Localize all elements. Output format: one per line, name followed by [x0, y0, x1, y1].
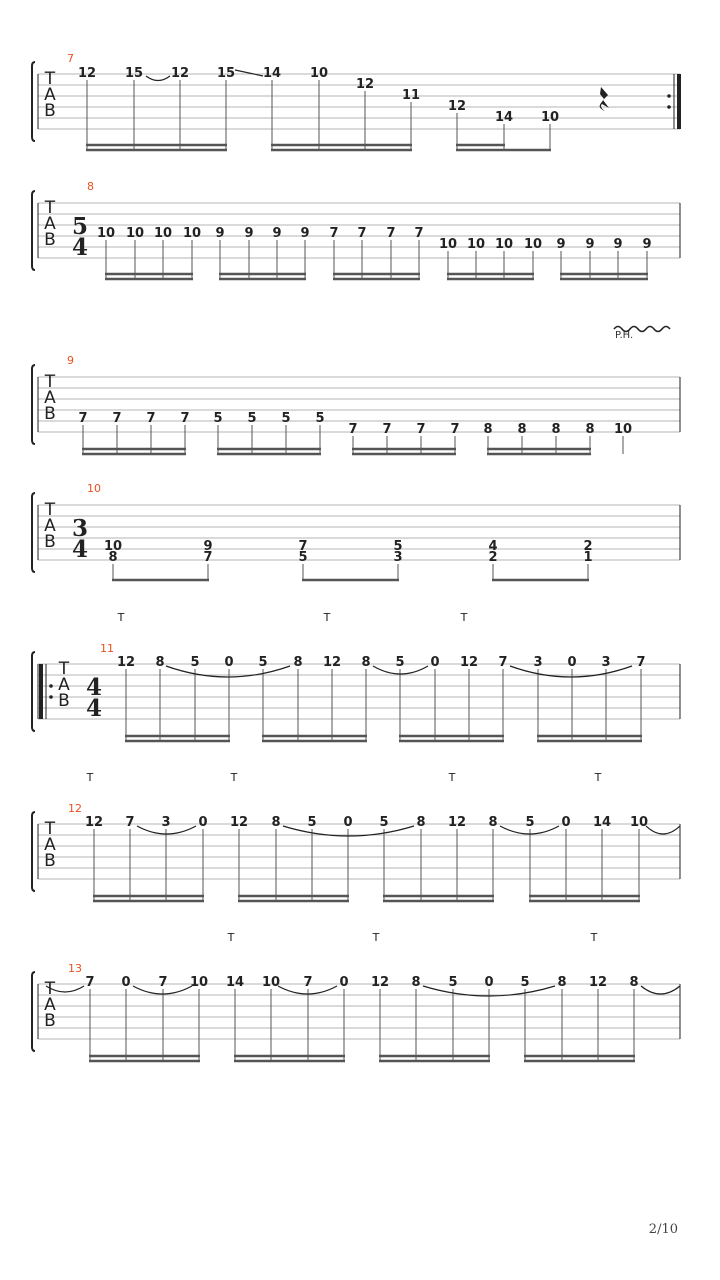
- fret-number: 10: [125, 226, 145, 241]
- fret-number: 15: [216, 66, 236, 81]
- system-bracket: [32, 62, 35, 141]
- fret-number: 5: [213, 411, 223, 426]
- tab-clef-letter: T: [44, 500, 56, 520]
- fret-number: 7: [386, 226, 396, 241]
- fret-number: 14: [262, 66, 282, 81]
- measure-number: 7: [67, 52, 74, 65]
- tab-clef-letter: B: [44, 851, 56, 871]
- fret-number: 0: [121, 975, 131, 990]
- measure-number: 9: [67, 354, 74, 367]
- fret-number: 8: [629, 975, 639, 990]
- fret-number: 8: [108, 550, 118, 565]
- fret-number: 12: [447, 815, 467, 830]
- tab-clef-letter: T: [44, 198, 56, 218]
- fret-number: 12: [459, 655, 479, 670]
- tap-mark: T: [227, 931, 235, 944]
- measure-number: 10: [87, 482, 101, 495]
- fret-number: 7: [78, 411, 88, 426]
- tab-clef-letter: B: [58, 691, 70, 711]
- tab-clef-letter: B: [44, 230, 56, 250]
- fret-number: 10: [494, 237, 514, 252]
- tap-mark: T: [230, 771, 238, 784]
- fret-number: 12: [116, 655, 136, 670]
- fret-number: 14: [592, 815, 612, 830]
- system-bracket: [32, 972, 35, 1051]
- fret-number: 7: [158, 975, 168, 990]
- tab-clef-letter: T: [58, 659, 70, 679]
- fret-number: 8: [585, 422, 595, 437]
- fret-number: 14: [494, 110, 514, 125]
- fret-number: 3: [393, 550, 403, 565]
- fret-number: 8: [517, 422, 527, 437]
- tap-mark: T: [594, 771, 602, 784]
- fret-number: 15: [124, 66, 144, 81]
- tap-mark: T: [460, 611, 468, 624]
- fret-number: 10: [103, 539, 123, 554]
- fret-number: 7: [382, 422, 392, 437]
- repeat-dot: [49, 684, 53, 688]
- repeat-dot: [667, 94, 671, 98]
- tab-clef-letter: A: [58, 675, 70, 695]
- fret-number: 5: [247, 411, 257, 426]
- fret-number: 2: [488, 550, 498, 565]
- measure-number: 13: [68, 962, 82, 975]
- measure-number: 11: [100, 642, 114, 655]
- repeat-dot: [667, 105, 671, 109]
- fret-number: 7: [357, 226, 367, 241]
- fret-number: 14: [225, 975, 245, 990]
- measure-number: 12: [68, 802, 82, 815]
- tap-mark: T: [590, 931, 598, 944]
- fret-number: 3: [161, 815, 171, 830]
- tab-clef-letter: A: [44, 388, 56, 408]
- system-bracket: [32, 652, 35, 731]
- tap-mark: T: [448, 771, 456, 784]
- fret-number: 0: [430, 655, 440, 670]
- tap-mark: T: [117, 611, 125, 624]
- fret-number: 10: [153, 226, 173, 241]
- measure-number: 8: [87, 180, 94, 193]
- fret-number: 5: [190, 655, 200, 670]
- fret-number: 5: [448, 975, 458, 990]
- fret-number: 3: [601, 655, 611, 670]
- fret-number: 9: [215, 226, 225, 241]
- page-number: 2/10: [648, 1222, 678, 1237]
- fret-number: 5: [379, 815, 389, 830]
- fret-number: 9: [300, 226, 310, 241]
- fret-number: 11: [401, 88, 421, 103]
- tab-clef-letter: T: [44, 69, 56, 89]
- tie-arc: [641, 986, 680, 994]
- fret-number: 0: [343, 815, 353, 830]
- fret-number: 5: [298, 550, 308, 565]
- fret-number: 1: [583, 550, 593, 565]
- fret-number: 0: [567, 655, 577, 670]
- fret-number: 7: [498, 655, 508, 670]
- fret-number: 5: [258, 655, 268, 670]
- fret-number: 0: [198, 815, 208, 830]
- repeat-barline-thick: [677, 74, 681, 129]
- fret-number: 7: [298, 539, 308, 554]
- repeat-dot: [49, 695, 53, 699]
- fret-number: 7: [414, 226, 424, 241]
- tab-clef-letter: A: [44, 995, 56, 1015]
- fret-number: 7: [146, 411, 156, 426]
- fret-number: 5: [393, 539, 403, 554]
- tap-mark: T: [323, 611, 331, 624]
- fret-number: 5: [281, 411, 291, 426]
- fret-number: 7: [203, 550, 213, 565]
- fret-number: 7: [348, 422, 358, 437]
- fret-number: 10: [540, 110, 560, 125]
- tab-clef-letter: T: [44, 372, 56, 392]
- fret-number: 7: [125, 815, 135, 830]
- fret-number: 5: [525, 815, 535, 830]
- fret-number: 5: [395, 655, 405, 670]
- time-signature-top: 4: [85, 674, 103, 701]
- fret-number: 8: [361, 655, 371, 670]
- fret-number: 5: [315, 411, 325, 426]
- tab-clef-letter: B: [44, 404, 56, 424]
- fret-number: 10: [96, 226, 116, 241]
- tab-clef-letter: A: [44, 516, 56, 536]
- time-signature-top: 5: [71, 213, 89, 240]
- fret-number: 5: [307, 815, 317, 830]
- fret-number: 0: [561, 815, 571, 830]
- fret-number: 8: [416, 815, 426, 830]
- tab-clef-letter: B: [44, 1011, 56, 1031]
- fret-number: 12: [170, 66, 190, 81]
- tab-clef-letter: T: [44, 819, 56, 839]
- fret-number: 7: [85, 975, 95, 990]
- fret-number: 10: [523, 237, 543, 252]
- system-bracket: [32, 365, 35, 444]
- system-bracket: [32, 812, 35, 891]
- tab-clef-letter: T: [44, 979, 56, 999]
- fret-number: 7: [450, 422, 460, 437]
- fret-number: 12: [322, 655, 342, 670]
- fret-number: 3: [533, 655, 543, 670]
- fret-number: 12: [84, 815, 104, 830]
- time-signature-bottom: 4: [71, 536, 89, 563]
- tab-clef-letter: A: [44, 214, 56, 234]
- fret-number: 9: [556, 237, 566, 252]
- fret-number: 0: [484, 975, 494, 990]
- fret-number: 9: [203, 539, 213, 554]
- fret-number: 12: [77, 66, 97, 81]
- fret-number: 9: [642, 237, 652, 252]
- tie-arc: [146, 76, 170, 81]
- time-signature-bottom: 4: [71, 234, 89, 261]
- fret-number: 8: [293, 655, 303, 670]
- time-signature-top: 3: [71, 515, 89, 542]
- fret-number: 2: [583, 539, 593, 554]
- fret-number: 12: [229, 815, 249, 830]
- fret-number: 12: [588, 975, 608, 990]
- tab-clef-letter: B: [44, 532, 56, 552]
- fret-number: 9: [244, 226, 254, 241]
- tie-arc: [646, 826, 680, 834]
- fret-number: 12: [447, 99, 467, 114]
- time-signature-bottom: 4: [85, 695, 103, 722]
- fret-number: 4: [488, 539, 498, 554]
- fret-number: 10: [309, 66, 329, 81]
- fret-number: 8: [557, 975, 567, 990]
- fret-number: 9: [585, 237, 595, 252]
- fret-number: 10: [629, 815, 649, 830]
- slide-line: [235, 70, 263, 76]
- fret-number: 10: [189, 975, 209, 990]
- fret-number: 7: [112, 411, 122, 426]
- tab-clef-letter: B: [44, 101, 56, 121]
- fret-number: 8: [551, 422, 561, 437]
- fret-number: 9: [272, 226, 282, 241]
- fret-number: 8: [271, 815, 281, 830]
- fret-number: 8: [488, 815, 498, 830]
- fret-number: 7: [180, 411, 190, 426]
- fret-number: 7: [416, 422, 426, 437]
- fret-number: 10: [182, 226, 202, 241]
- fret-number: 8: [411, 975, 421, 990]
- pinch-harmonic-label: P.H.: [615, 330, 634, 341]
- fret-number: 12: [355, 77, 375, 92]
- fret-number: 10: [466, 237, 486, 252]
- fret-number: 10: [613, 422, 633, 437]
- fret-number: 9: [613, 237, 623, 252]
- repeat-barline-thick: [39, 664, 43, 719]
- fret-number: 12: [370, 975, 390, 990]
- fret-number: 5: [520, 975, 530, 990]
- fret-number: 10: [261, 975, 281, 990]
- system-bracket: [32, 191, 35, 270]
- fret-number: 7: [303, 975, 313, 990]
- tab-clef-letter: A: [44, 85, 56, 105]
- tap-mark: T: [86, 771, 94, 784]
- fret-number: 7: [329, 226, 339, 241]
- fret-number: 10: [438, 237, 458, 252]
- tap-mark: T: [372, 931, 380, 944]
- fret-number: 8: [483, 422, 493, 437]
- fret-number: 0: [224, 655, 234, 670]
- fret-number: 8: [155, 655, 165, 670]
- fret-number: 0: [339, 975, 349, 990]
- tab-clef-letter: A: [44, 835, 56, 855]
- system-bracket: [32, 493, 35, 572]
- fret-number: 7: [636, 655, 646, 670]
